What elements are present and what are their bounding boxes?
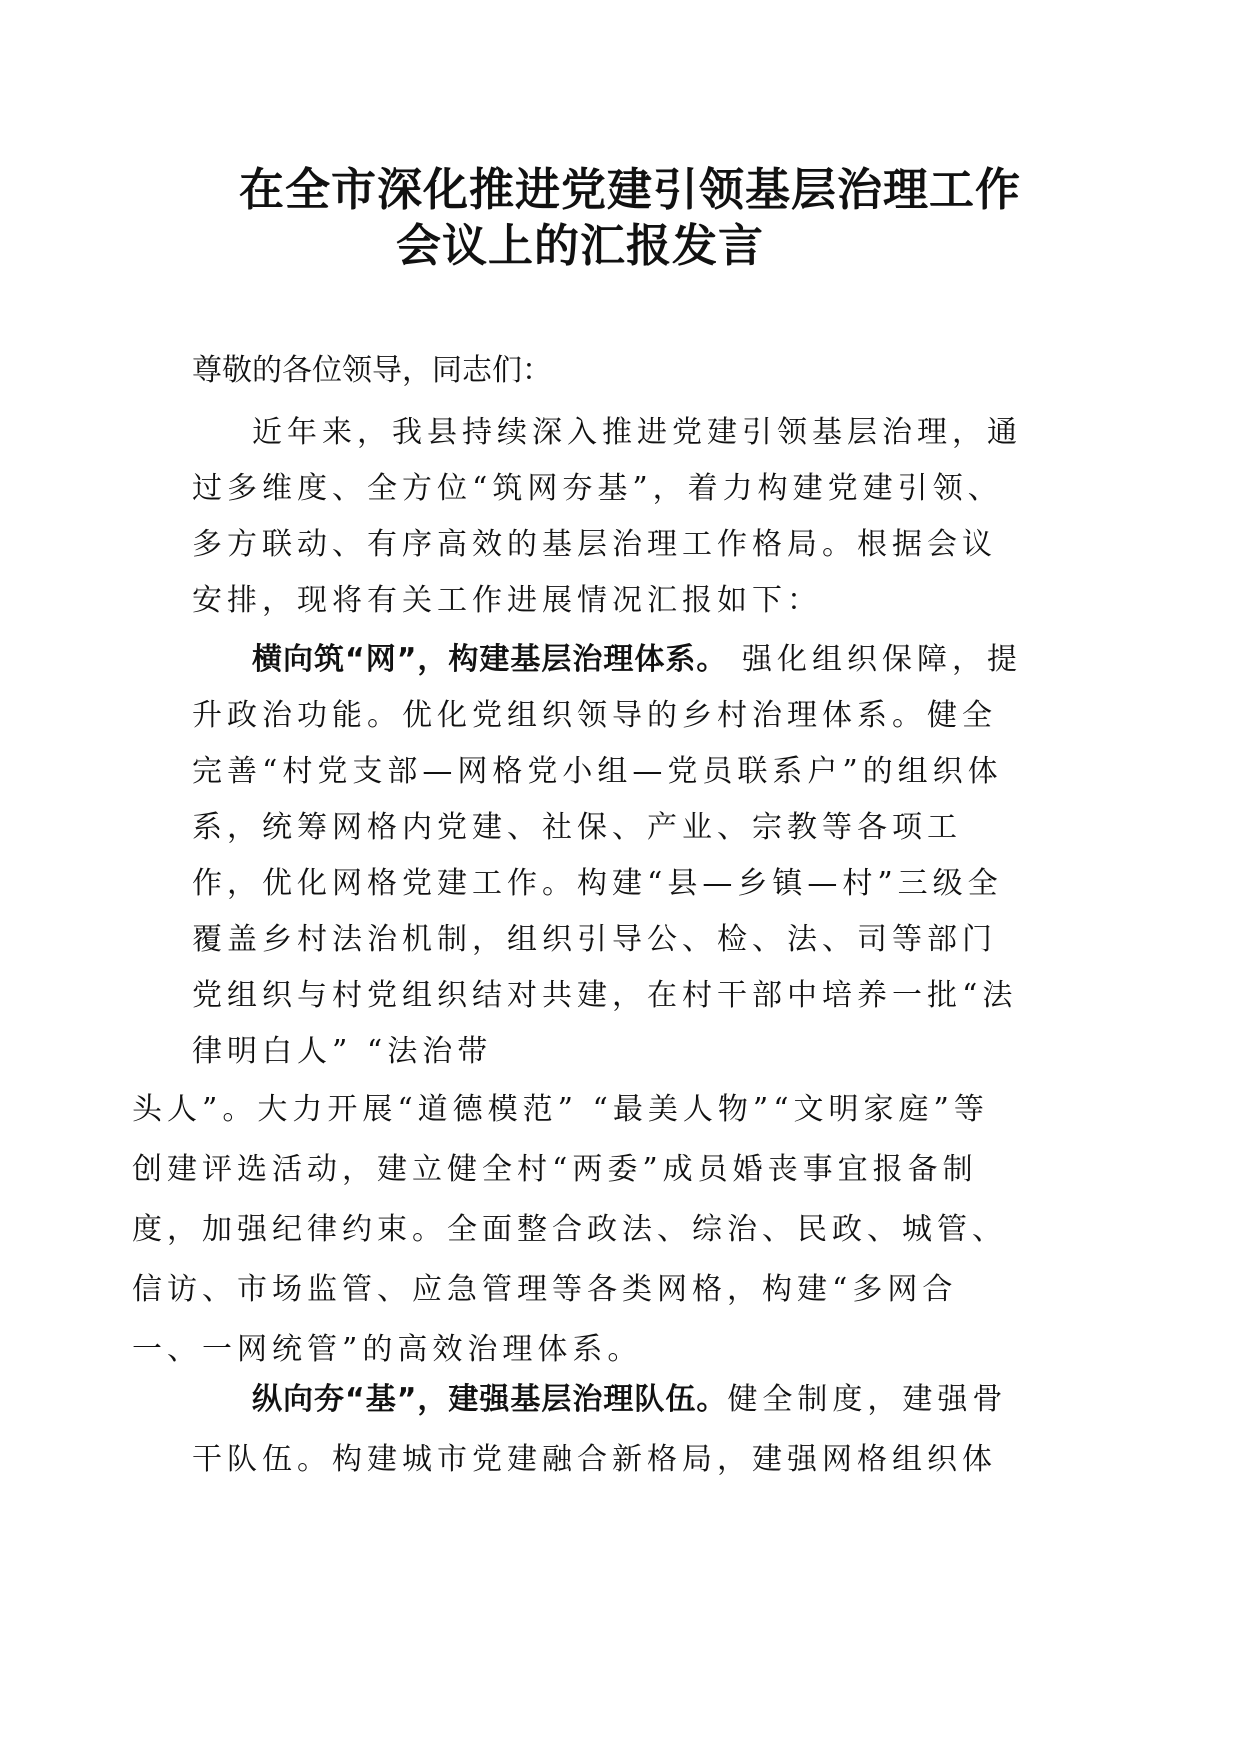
section-2-text: 健全制度，建强骨干队伍。构建城市党建融合新格局，建强网格组织体 — [192, 1382, 1008, 1477]
section-2-heading: 纵向夯“基”，建强基层治理队伍。 — [252, 1382, 728, 1417]
section-1-text-continued: 头人”。大力开展“道德模范” “最美人物”“文明家庭”等创建评选活动，建立健全村“两委”成员婚丧事宜报备制度，加强纪律约束。全面整合政法、综治、民政、城管、信访、市场监管、应急管理等各类网格，构建“多网合一、一网统管”的高效治理体系。 — [132, 1092, 1007, 1367]
document-title-line-1: 在全市深化推进党建引领基层治理工作 — [238, 163, 1021, 216]
section-1-heading: 横向筑“网”，构建基层治理体系。 — [252, 642, 728, 677]
greeting: 尊敬的各位领导，同志们： — [192, 353, 552, 388]
intro-paragraph: 近年来，我县持续深入推进党建引领基层治理，通过多维度、全方位“筑网夯基”，着力构建党建引领、多方联动、有序高效的基层治理工作格局。根据会议安排，现将有关工作进展情况汇报如下： — [192, 415, 1022, 618]
section-2-paragraph — [192, 1370, 1022, 1490]
section-1-paragraph — [132, 632, 1022, 1380]
document-title-line-2: 会议上的汇报发言 — [395, 219, 764, 272]
section-1-text: 强化组织保障，提升政治功能。优化党组织领导的乡村治理体系。健全完善“村党支部—网格党小组—党员联系户”的组织体系，统筹网格内党建、社保、产业、宗教等各项工作，优化网格党建工作。构建“县—乡镇—村”三级全覆盖乡村法治机制，组织引导公、检、法、司等部门党组织与村党组织结对共建，在村干部中培养一批“法律明白人” “法治带 — [192, 642, 1022, 1069]
